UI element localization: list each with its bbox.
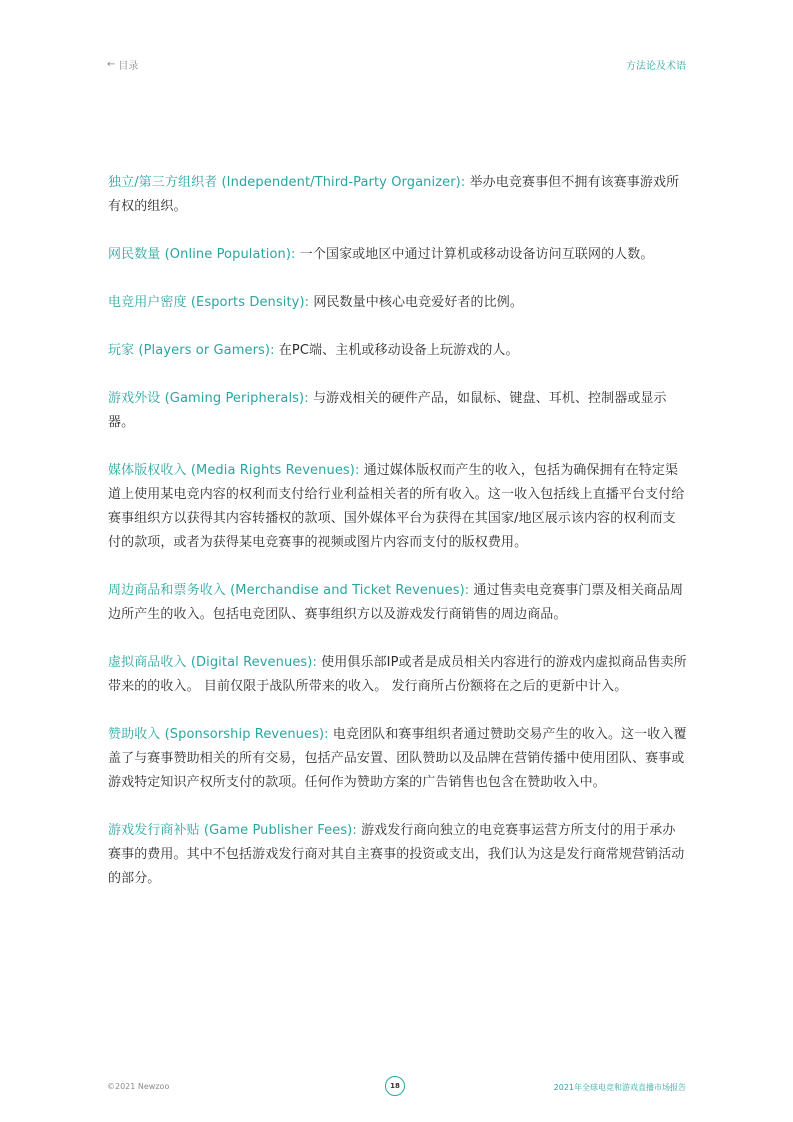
glossary-term [108, 459, 688, 555]
page-number-badge [385, 1076, 405, 1096]
term-heading: 电竞用户密度 (Esports Density): [108, 295, 310, 310]
term-heading: 游戏外设 (Gaming Peripherals): [108, 391, 309, 406]
term-heading: 赞助收入 (Sponsorship Revenues): [108, 727, 329, 742]
glossary-term [108, 291, 688, 315]
term-definition: 网民数量中核心电竞爱好者的比例。 [309, 295, 523, 310]
glossary-term [108, 579, 688, 627]
glossary-term [108, 171, 688, 219]
toc-label: 目录 [118, 61, 139, 72]
term-heading: 网民数量 (Online Population): [108, 247, 296, 262]
term-heading: 周边商品和票务收入 (Merchandise and Ticket Revenues): [108, 583, 470, 598]
term-definition: 游戏发行商向独立的电竞赛事运营方所支付的用于承办赛事的费用。其中不包括游戏发行商对其自主赛事的投资或支出，我们认为这是发行商常规营销活动的部分。 [108, 823, 685, 886]
glossary-term [108, 651, 688, 699]
glossary-list [108, 171, 688, 915]
term-heading: 独立/第三方组织者 (Independent/Third-Party Organizer): [108, 175, 466, 190]
term-heading: 媒体版权收入 (Media Rights Revenues): [108, 463, 360, 478]
glossary-term [108, 387, 688, 435]
glossary-term [108, 339, 688, 363]
toc-back-link[interactable] [107, 57, 138, 72]
term-definition: 通过媒体版权而产生的收入，包括为确保拥有在特定渠道上使用某电竞内容的权利而支付给行业利益相关者的所有收入。这一收入包括线上直播平台支付给赛事组织方以获得其内容转播权的款项、国外媒体平台为获得在其国家/地区展示该内容的权利而支付的款项，或者为获得某电竞赛事的视频或图片内容而支付的版权费用。 [108, 463, 685, 550]
term-definition: 在PC端、主机或移动设备上玩游戏的人。 [274, 343, 519, 358]
term-definition: 使用俱乐部IP或者是成员相关内容进行的游戏内虚拟商品售卖所带来的的收入。 目前仅限于战队所带来的收入。 发行商所占份额将在之后的更新中计入。 [108, 655, 687, 694]
back-arrow-icon: ← [107, 59, 116, 70]
term-definition: 一个国家或地区中通过计算机或移动设备访问互联网的人数。 [295, 247, 654, 262]
glossary-term [108, 243, 688, 267]
glossary-term [108, 723, 688, 795]
term-definition: 举办电竞赛事但不拥有该赛事游戏所有权的组织。 [108, 175, 680, 214]
term-heading: 虚拟商品收入 (Digital Revenues): [108, 655, 317, 670]
report-title: 2021年全球电竞和游戏直播市场报告 [553, 1083, 686, 1092]
glossary-term [108, 819, 688, 891]
term-heading: 玩家 (Players or Gamers): [108, 343, 275, 358]
term-definition: 与游戏相关的硬件产品，如鼠标、键盘、耳机、控制器或显示器。 [108, 391, 667, 430]
term-definition: 电竞团队和赛事组织者通过赞助交易产生的收入。这一收入覆盖了与赛事赞助相关的所有交易，包括产品安置、团队赞助以及品牌在营销传播中使用团队、赛事或游戏特定知识产权所支付的款项。任何作为赞助方案的广告销售也包含在赞助收入中。 [108, 727, 687, 790]
page-number: 18 [390, 1082, 400, 1090]
copyright: ©2021 Newzoo [107, 1082, 170, 1091]
term-heading: 游戏发行商补贴 (Game Publisher Fees): [108, 823, 357, 838]
term-definition: 通过售卖电竞赛事门票及相关商品周边所产生的收入。包括电竞团队、赛事组织方以及游戏发行商销售的周边商品。 [108, 583, 684, 622]
section-title-link[interactable]: 方法论及术语 [626, 61, 686, 72]
